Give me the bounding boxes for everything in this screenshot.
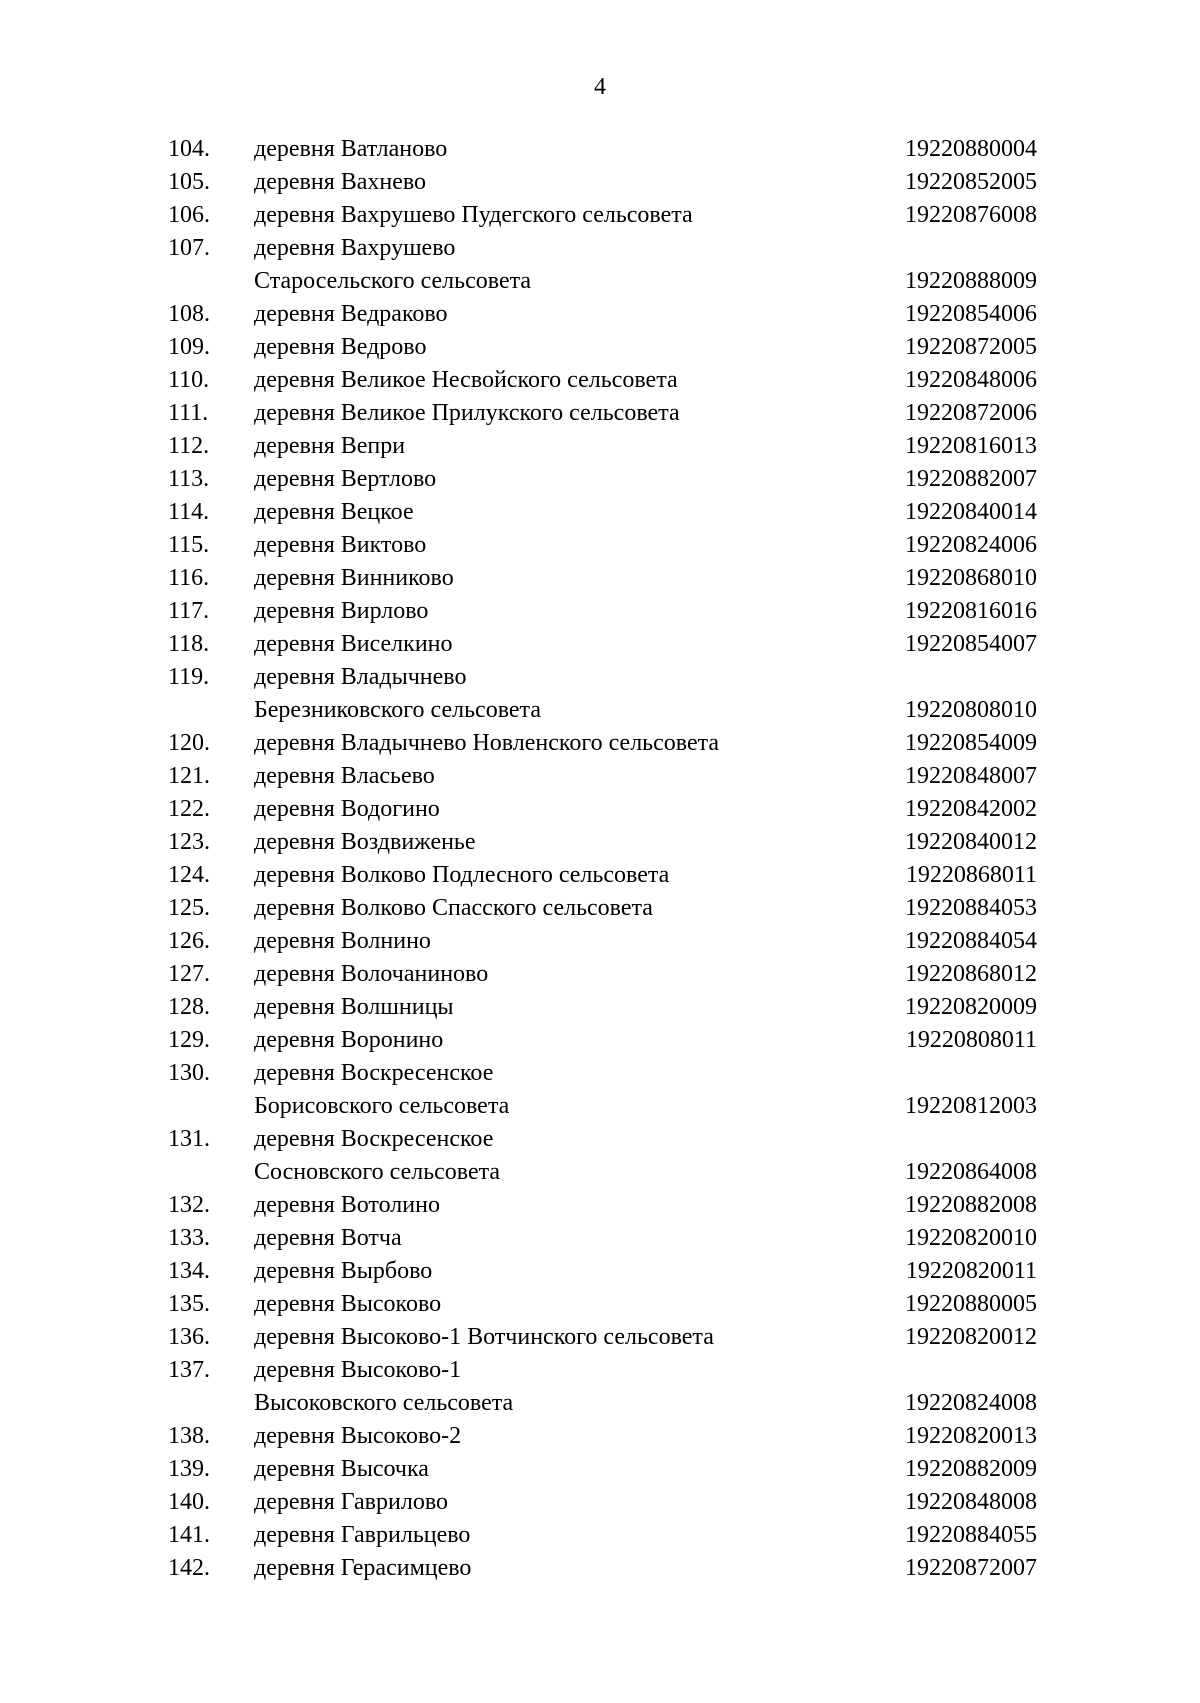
- okato-code: 19220840012: [905, 829, 1037, 855]
- okato-code: 19220884054: [905, 928, 1037, 954]
- settlement-name: [254, 562, 854, 595]
- settlement-name: [254, 1123, 854, 1189]
- item-number: 104.: [168, 136, 210, 162]
- settlement-name: [254, 1057, 854, 1123]
- settlement-name: [254, 958, 854, 991]
- list-item: [0, 991, 1200, 1024]
- okato-code: 19220880004: [905, 136, 1037, 162]
- settlement-name-line: деревня Ватланово: [254, 136, 448, 162]
- list-item: [0, 925, 1200, 958]
- okato-code: 19220872007: [905, 1555, 1037, 1581]
- settlement-name-line: Сосновского сельсовета: [254, 1159, 501, 1185]
- okato-code: 19220868011: [905, 862, 1037, 888]
- list-item: [0, 133, 1200, 166]
- list-item: [0, 727, 1200, 760]
- settlement-name-line: деревня Водогино: [254, 796, 440, 822]
- list-item: [0, 298, 1200, 331]
- settlement-name: [254, 1420, 854, 1453]
- settlement-name: [254, 760, 854, 793]
- settlement-name-line: деревня Вахрушево: [254, 235, 456, 261]
- list-item: [0, 430, 1200, 463]
- item-number: 106.: [168, 202, 210, 228]
- item-number: 107.: [168, 235, 210, 261]
- list-item: [0, 1288, 1200, 1321]
- okato-code: 19220876008: [905, 202, 1037, 228]
- settlement-name-line: деревня Виселкино: [254, 631, 453, 657]
- list-item: [0, 793, 1200, 826]
- settlement-name: [254, 529, 854, 562]
- settlement-name-line: деревня Воронино: [254, 1027, 444, 1053]
- item-number: 129.: [168, 1027, 210, 1053]
- settlement-name-line: деревня Воздвиженье: [254, 829, 476, 855]
- okato-code: 19220812003: [905, 1093, 1037, 1119]
- settlement-name: [254, 1519, 854, 1552]
- okato-code: 19220888009: [905, 268, 1037, 294]
- settlement-name-line: деревня Волково Спасского сельсовета: [254, 895, 653, 921]
- settlement-name: [254, 892, 854, 925]
- settlement-name: [254, 232, 854, 298]
- item-number: 116.: [168, 565, 210, 591]
- settlement-name: [254, 364, 854, 397]
- okato-code: 19220854009: [905, 730, 1037, 756]
- settlement-name-line: деревня Волшницы: [254, 994, 454, 1020]
- settlement-name-line: деревня Воскресенское: [254, 1126, 494, 1152]
- settlement-name: [254, 331, 854, 364]
- settlement-name-line: деревня Власьево: [254, 763, 435, 789]
- settlement-name-line: деревня Вепри: [254, 433, 406, 459]
- item-number: 136.: [168, 1324, 210, 1350]
- settlement-name-line: деревня Вахнево: [254, 169, 427, 195]
- settlement-name: [254, 859, 854, 892]
- settlement-name: [254, 1189, 854, 1222]
- item-number: 131.: [168, 1126, 210, 1152]
- okato-code: 19220884055: [905, 1522, 1037, 1548]
- settlement-name: [254, 1453, 854, 1486]
- item-number: 134.: [168, 1258, 210, 1284]
- item-number: 137.: [168, 1357, 210, 1383]
- settlement-name: [254, 793, 854, 826]
- item-number: 112.: [168, 433, 210, 459]
- okato-code: 19220880005: [905, 1291, 1037, 1317]
- okato-code: 19220820012: [905, 1324, 1037, 1350]
- list-item: [0, 232, 1200, 298]
- settlement-name: [254, 628, 854, 661]
- list-item: [0, 1519, 1200, 1552]
- settlement-name: [254, 1552, 854, 1585]
- settlement-name: [254, 430, 854, 463]
- settlement-name-line: деревня Высочка: [254, 1456, 429, 1482]
- okato-code: 19220808010: [905, 697, 1037, 723]
- settlement-name: [254, 1486, 854, 1519]
- okato-code: 19220854006: [905, 301, 1037, 327]
- settlement-name-line: деревня Волково Подлесного сельсовета: [254, 862, 670, 888]
- settlement-name-line: деревня Владычнево: [254, 664, 467, 690]
- okato-code: 19220884053: [905, 895, 1037, 921]
- list-item: [0, 463, 1200, 496]
- settlement-name-line: деревня Вирлово: [254, 598, 429, 624]
- item-number: 138.: [168, 1423, 210, 1449]
- item-number: 124.: [168, 862, 210, 888]
- okato-code: 19220808011: [905, 1027, 1037, 1053]
- settlement-name-line: деревня Владычнево Новленского сельсовета: [254, 730, 720, 756]
- list-item: [0, 595, 1200, 628]
- item-number: 118.: [168, 631, 210, 657]
- settlement-name-line: деревня Высоково-2: [254, 1423, 462, 1449]
- list-item: [0, 364, 1200, 397]
- item-number: 140.: [168, 1489, 210, 1515]
- okato-code: 19220824006: [905, 532, 1037, 558]
- settlement-name: [254, 1321, 854, 1354]
- page-number: 4: [594, 74, 606, 100]
- okato-code: 19220872005: [905, 334, 1037, 360]
- settlement-name-line: деревня Вецкое: [254, 499, 414, 525]
- settlement-name: [254, 727, 854, 760]
- settlement-name-line: Высоковского сельсовета: [254, 1390, 514, 1416]
- item-number: 108.: [168, 301, 210, 327]
- item-number: 121.: [168, 763, 210, 789]
- okato-code: 19220842002: [905, 796, 1037, 822]
- settlement-name-line: деревня Герасимцево: [254, 1555, 472, 1581]
- settlement-name-line: деревня Высоково: [254, 1291, 442, 1317]
- list-item: [0, 628, 1200, 661]
- list-item: [0, 529, 1200, 562]
- item-number: 128.: [168, 994, 210, 1020]
- item-number: 139.: [168, 1456, 210, 1482]
- list-item: [0, 958, 1200, 991]
- item-number: 113.: [168, 466, 210, 492]
- settlement-name-line: деревня Виктово: [254, 532, 427, 558]
- okato-code: 19220848006: [905, 367, 1037, 393]
- settlement-name-line: деревня Ведрово: [254, 334, 427, 360]
- list-item: [0, 1453, 1200, 1486]
- item-number: 133.: [168, 1225, 210, 1251]
- settlement-name-line: деревня Гаврилово: [254, 1489, 448, 1515]
- item-number: 117.: [168, 598, 210, 624]
- okato-code: 19220882008: [905, 1192, 1037, 1218]
- item-number: 105.: [168, 169, 210, 195]
- list-item: [0, 496, 1200, 529]
- okato-code: 19220872006: [905, 400, 1037, 426]
- list-item: [0, 661, 1200, 727]
- settlement-name: [254, 925, 854, 958]
- settlement-name-line: деревня Вахрушево Пудегского сельсовета: [254, 202, 693, 228]
- list-item: [0, 760, 1200, 793]
- settlement-name: [254, 661, 854, 727]
- settlement-name-line: деревня Высоково-1 Вотчинского сельсовета: [254, 1324, 714, 1350]
- settlement-name-line: Березниковского сельсовета: [254, 697, 541, 723]
- list-item: [0, 1222, 1200, 1255]
- list-item: [0, 1189, 1200, 1222]
- okato-code: 19220848008: [905, 1489, 1037, 1515]
- item-number: 132.: [168, 1192, 210, 1218]
- okato-code: 19220820013: [905, 1423, 1037, 1449]
- list-item: [0, 892, 1200, 925]
- settlement-name-line: деревня Вотча: [254, 1225, 402, 1251]
- item-number: 109.: [168, 334, 210, 360]
- okato-code: 19220868010: [905, 565, 1037, 591]
- okato-code: 19220848007: [905, 763, 1037, 789]
- list-item: [0, 397, 1200, 430]
- okato-code: 19220816013: [905, 433, 1037, 459]
- settlement-name: [254, 397, 854, 430]
- list-item: [0, 1552, 1200, 1585]
- list-item: [0, 1024, 1200, 1057]
- list-item: [0, 859, 1200, 892]
- settlement-name: [254, 1024, 854, 1057]
- list-item: [0, 1057, 1200, 1123]
- okato-code: 19220820009: [905, 994, 1037, 1020]
- settlement-list: [0, 133, 1200, 1585]
- list-item: [0, 1321, 1200, 1354]
- item-number: 125.: [168, 895, 210, 921]
- item-number: 110.: [168, 367, 210, 393]
- settlement-name: [254, 1288, 854, 1321]
- list-item: [0, 1354, 1200, 1420]
- settlement-name-line: деревня Гаврильцево: [254, 1522, 471, 1548]
- settlement-name: [254, 133, 854, 166]
- settlement-name-line: деревня Воскресенское: [254, 1060, 494, 1086]
- list-item: [0, 1486, 1200, 1519]
- settlement-name: [254, 298, 854, 331]
- settlement-name-line: деревня Высоково-1: [254, 1357, 462, 1383]
- list-item: [0, 1420, 1200, 1453]
- item-number: 135.: [168, 1291, 210, 1317]
- settlement-name-line: деревня Винниково: [254, 565, 454, 591]
- okato-code: 19220882009: [905, 1456, 1037, 1482]
- item-number: 142.: [168, 1555, 210, 1581]
- item-number: 127.: [168, 961, 210, 987]
- settlement-name: [254, 1255, 854, 1288]
- item-number: 141.: [168, 1522, 210, 1548]
- item-number: 111.: [168, 400, 209, 426]
- okato-code: 19220882007: [905, 466, 1037, 492]
- okato-code: 19220840014: [905, 499, 1037, 525]
- settlement-name: [254, 991, 854, 1024]
- item-number: 115.: [168, 532, 210, 558]
- settlement-name: [254, 595, 854, 628]
- list-item: [0, 166, 1200, 199]
- settlement-name: [254, 826, 854, 859]
- item-number: 122.: [168, 796, 210, 822]
- item-number: 120.: [168, 730, 210, 756]
- okato-code: 19220854007: [905, 631, 1037, 657]
- item-number: 119.: [168, 664, 210, 690]
- list-item: [0, 331, 1200, 364]
- settlement-name: [254, 463, 854, 496]
- settlement-name: [254, 199, 854, 232]
- settlement-name-line: деревня Великое Прилукского сельсовета: [254, 400, 680, 426]
- okato-code: 19220816016: [905, 598, 1037, 624]
- item-number: 126.: [168, 928, 210, 954]
- okato-code: 19220864008: [905, 1159, 1037, 1185]
- item-number: 114.: [168, 499, 210, 525]
- settlement-name-line: деревня Вертлово: [254, 466, 437, 492]
- settlement-name: [254, 496, 854, 529]
- list-item: [0, 562, 1200, 595]
- settlement-name: [254, 1354, 854, 1420]
- list-item: [0, 1123, 1200, 1189]
- list-item: [0, 199, 1200, 232]
- okato-code: 19220852005: [905, 169, 1037, 195]
- settlement-name-line: деревня Вырбово: [254, 1258, 433, 1284]
- settlement-name: [254, 166, 854, 199]
- item-number: 130.: [168, 1060, 210, 1086]
- list-item: [0, 1255, 1200, 1288]
- settlement-name-line: деревня Волочаниново: [254, 961, 489, 987]
- okato-code: 19220820010: [905, 1225, 1037, 1251]
- okato-code: 19220868012: [905, 961, 1037, 987]
- okato-code: 19220824008: [905, 1390, 1037, 1416]
- settlement-name-line: деревня Ведраково: [254, 301, 448, 327]
- settlement-name-line: деревня Волнино: [254, 928, 431, 954]
- settlement-name: [254, 1222, 854, 1255]
- settlement-name-line: деревня Вотолино: [254, 1192, 440, 1218]
- item-number: 123.: [168, 829, 210, 855]
- okato-code: 19220820011: [905, 1258, 1037, 1284]
- settlement-name-line: деревня Великое Несвойского сельсовета: [254, 367, 678, 393]
- settlement-name-line: Старосельского сельсовета: [254, 268, 532, 294]
- settlement-name-line: Борисовского сельсовета: [254, 1093, 510, 1119]
- list-item: [0, 826, 1200, 859]
